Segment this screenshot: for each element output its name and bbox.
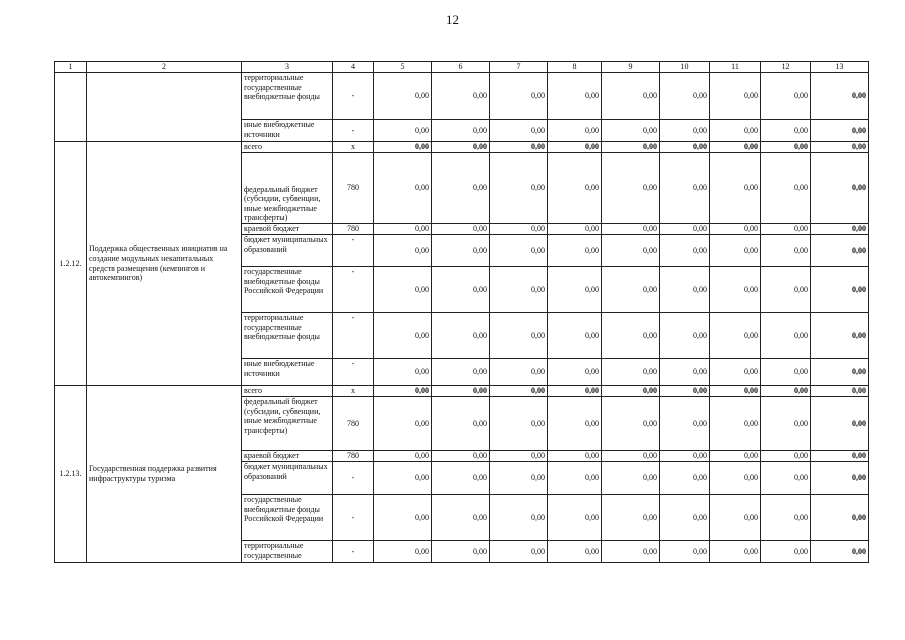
value-cell: 0,00 [761,73,811,120]
item-code: 1.2.13. [55,386,87,563]
value-cell: 0,00 [660,495,710,541]
value-cell: 0,00 [432,313,490,359]
value-cell: 0,00 [761,451,811,462]
value-cell: 0,00 [811,451,869,462]
value-cell: 0,00 [548,541,602,563]
value-cell: 0,00 [490,224,548,235]
value-cell: 0,00 [490,267,548,313]
value-cell: 0,00 [548,153,602,224]
header-cell: 3 [242,62,333,73]
budget-table [54,61,869,563]
value-cell: 0,00 [548,397,602,451]
code-cell: - [333,73,374,120]
header-cell: 11 [710,62,761,73]
value-cell: 0,00 [602,397,660,451]
code-cell: - [333,267,374,313]
value-cell: 0,00 [710,142,761,153]
value-cell: 0,00 [548,267,602,313]
value-cell: 0,00 [602,142,660,153]
value-cell: 0,00 [432,451,490,462]
value-cell: 0,00 [811,73,869,120]
value-cell: 0,00 [660,142,710,153]
source-cell: федеральный бюджет (субсидии, субвенции, иные межбюджетные трансферты) [242,153,333,224]
item-code: 1.2.12. [55,142,87,386]
source-cell: иные внебюджетные источники [242,359,333,386]
value-cell: 0,00 [548,313,602,359]
value-cell: 0,00 [710,462,761,495]
value-cell: 0,00 [761,386,811,397]
table-row [55,142,869,153]
value-cell: 0,00 [374,267,432,313]
code-cell: - [333,462,374,495]
value-cell: 0,00 [710,451,761,462]
value-cell: 0,00 [490,120,548,142]
value-cell: 0,00 [602,462,660,495]
value-cell: 0,00 [660,386,710,397]
header-cell: 2 [87,62,242,73]
value-cell: 0,00 [660,313,710,359]
value-cell: 0,00 [660,235,710,267]
code-cell: x [333,142,374,153]
header-cell: 9 [602,62,660,73]
value-cell: 0,00 [602,386,660,397]
value-cell: 0,00 [432,73,490,120]
value-cell: 0,00 [761,267,811,313]
value-cell: 0,00 [811,313,869,359]
value-cell: 0,00 [602,267,660,313]
value-cell: 0,00 [602,495,660,541]
value-cell: 0,00 [811,359,869,386]
value-cell: 0,00 [761,313,811,359]
value-cell: 0,00 [432,267,490,313]
value-cell: 0,00 [490,73,548,120]
value-cell: 0,00 [374,235,432,267]
value-cell: 0,00 [710,397,761,451]
header-cell: 1 [55,62,87,73]
value-cell: 0,00 [490,386,548,397]
code-cell: 780 [333,397,374,451]
value-cell: 0,00 [490,153,548,224]
value-cell: 0,00 [710,313,761,359]
value-cell: 0,00 [374,451,432,462]
source-cell: бюджет муниципальных образований [242,462,333,495]
value-cell: 0,00 [761,235,811,267]
value-cell: 0,00 [490,495,548,541]
value-cell: 0,00 [374,541,432,563]
value-cell: 0,00 [374,142,432,153]
value-cell: 0,00 [432,142,490,153]
value-cell: 0,00 [660,451,710,462]
value-cell: 0,00 [602,451,660,462]
value-cell: 0,00 [761,120,811,142]
value-cell: 0,00 [660,153,710,224]
value-cell: 0,00 [811,541,869,563]
code-cell: 780 [333,451,374,462]
value-cell: 0,00 [432,359,490,386]
source-cell: федеральный бюджет (субсидии, субвенции, иные межбюджетные трансферты) [242,397,333,451]
value-cell: 0,00 [490,451,548,462]
code-cell: - [333,541,374,563]
value-cell: 0,00 [811,235,869,267]
source-cell: всего [242,142,333,153]
value-cell: 0,00 [374,359,432,386]
source-cell: государственные внебюджетные фонды Российской Федерации [242,267,333,313]
header-cell: 12 [761,62,811,73]
value-cell: 0,00 [374,397,432,451]
value-cell: 0,00 [710,224,761,235]
value-cell: 0,00 [710,359,761,386]
value-cell: 0,00 [710,541,761,563]
value-cell: 0,00 [374,73,432,120]
value-cell: 0,00 [710,120,761,142]
value-cell: 0,00 [710,153,761,224]
code-cell: - [333,235,374,267]
value-cell: 0,00 [490,397,548,451]
code-cell: - [333,359,374,386]
source-cell: территориальные государственные [242,541,333,563]
header-row [55,62,869,73]
code-cell: 780 [333,224,374,235]
table-row [55,386,869,397]
value-cell: 0,00 [811,495,869,541]
value-cell: 0,00 [660,120,710,142]
item-name: Государственная поддержка развития инфраструктуры туризма [87,386,242,563]
value-cell: 0,00 [602,120,660,142]
value-cell: 0,00 [761,224,811,235]
value-cell: 0,00 [548,451,602,462]
value-cell: 0,00 [660,462,710,495]
value-cell: 0,00 [432,235,490,267]
code-cell: - [333,120,374,142]
value-cell: 0,00 [490,359,548,386]
value-cell: 0,00 [811,462,869,495]
code-cell [55,73,87,142]
value-cell: 0,00 [602,541,660,563]
value-cell: 0,00 [811,153,869,224]
value-cell: 0,00 [548,120,602,142]
value-cell: 0,00 [761,462,811,495]
source-cell: территориальные государственные внебюджетные фонды [242,313,333,359]
value-cell: 0,00 [432,462,490,495]
value-cell: 0,00 [490,313,548,359]
header-cell: 6 [432,62,490,73]
value-cell: 0,00 [811,120,869,142]
value-cell: 0,00 [602,73,660,120]
header-cell: 10 [660,62,710,73]
value-cell: 0,00 [710,73,761,120]
value-cell: 0,00 [660,359,710,386]
value-cell: 0,00 [548,495,602,541]
value-cell: 0,00 [432,153,490,224]
value-cell: 0,00 [548,359,602,386]
value-cell: 0,00 [761,359,811,386]
source-cell: иные внебюджетные источники [242,120,333,142]
value-cell: 0,00 [602,153,660,224]
value-cell: 0,00 [811,386,869,397]
value-cell: 0,00 [761,397,811,451]
item-name: Поддержка общественных инициатив на создание модульных некапитальных средств размещения (кемпингов и автокемпингов) [87,142,242,386]
name-cell [87,73,242,142]
value-cell: 0,00 [602,235,660,267]
value-cell: 0,00 [602,359,660,386]
value-cell: 0,00 [432,397,490,451]
value-cell: 0,00 [761,153,811,224]
value-cell: 0,00 [710,386,761,397]
value-cell: 0,00 [548,235,602,267]
value-cell: 0,00 [548,224,602,235]
source-cell: бюджет муниципальных образований [242,235,333,267]
code-cell: - [333,313,374,359]
value-cell: 0,00 [432,495,490,541]
header-cell: 4 [333,62,374,73]
source-cell: краевой бюджет [242,224,333,235]
value-cell: 0,00 [761,541,811,563]
source-cell: всего [242,386,333,397]
value-cell: 0,00 [432,541,490,563]
value-cell: 0,00 [660,397,710,451]
value-cell: 0,00 [761,495,811,541]
value-cell: 0,00 [374,224,432,235]
source-cell: государственные внебюджетные фонды Российской Федерации [242,495,333,541]
value-cell: 0,00 [710,495,761,541]
header-cell: 8 [548,62,602,73]
source-cell: территориальные государственные внебюджетные фонды [242,73,333,120]
value-cell: 0,00 [761,142,811,153]
value-cell: 0,00 [374,313,432,359]
value-cell: 0,00 [660,224,710,235]
code-cell: x [333,386,374,397]
value-cell: 0,00 [490,142,548,153]
value-cell: 0,00 [548,462,602,495]
value-cell: 0,00 [374,120,432,142]
value-cell: 0,00 [374,462,432,495]
value-cell: 0,00 [660,541,710,563]
value-cell: 0,00 [811,142,869,153]
value-cell: 0,00 [710,267,761,313]
value-cell: 0,00 [602,224,660,235]
value-cell: 0,00 [432,120,490,142]
value-cell: 0,00 [490,235,548,267]
value-cell: 0,00 [602,313,660,359]
page-number: 12 [446,12,459,27]
source-cell: краевой бюджет [242,451,333,462]
code-cell: 780 [333,153,374,224]
value-cell: 0,00 [710,235,761,267]
value-cell: 0,00 [548,386,602,397]
header-cell: 13 [811,62,869,73]
value-cell: 0,00 [811,397,869,451]
header-cell: 5 [374,62,432,73]
value-cell: 0,00 [811,224,869,235]
value-cell: 0,00 [660,73,710,120]
value-cell: 0,00 [548,142,602,153]
header-cell: 7 [490,62,548,73]
value-cell: 0,00 [811,267,869,313]
value-cell: 0,00 [374,153,432,224]
value-cell: 0,00 [374,495,432,541]
value-cell: 0,00 [548,73,602,120]
value-cell: 0,00 [490,462,548,495]
value-cell: 0,00 [490,541,548,563]
value-cell: 0,00 [374,386,432,397]
value-cell: 0,00 [432,224,490,235]
table-row [55,73,869,120]
code-cell: - [333,495,374,541]
value-cell: 0,00 [432,386,490,397]
value-cell: 0,00 [660,267,710,313]
